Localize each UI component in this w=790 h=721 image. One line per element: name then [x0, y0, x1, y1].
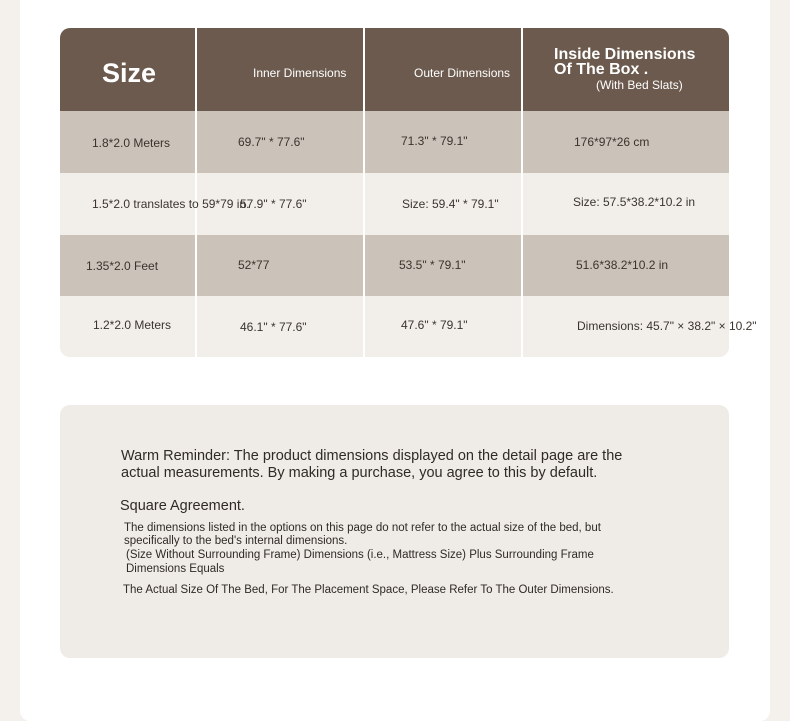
header-outer-dimensions: Outer Dimensions	[414, 66, 511, 80]
column-divider	[195, 28, 197, 357]
column-divider	[521, 28, 523, 357]
header-inner-dimensions: Inner Dimensions	[253, 66, 347, 80]
cell-outer: 47.6" * 79.1"	[401, 318, 468, 332]
size-table	[60, 28, 729, 357]
square-agreement-title: Square Agreement.	[120, 498, 245, 514]
cell-outer: Size: 59.4" * 79.1"	[402, 197, 499, 211]
cell-box: Dimensions: 45.7" × 38.2" × 10.2"	[577, 319, 757, 333]
header-box-line1: Inside Dimensions	[554, 46, 696, 63]
header-size: Size	[102, 58, 157, 88]
cell-inner: 52*77	[238, 258, 270, 272]
cell-size: 1.35*2.0 Feet	[86, 259, 159, 273]
warm-reminder-text: Warm Reminder: The product dimensions displayed on the detail page are the actual measurements. By making a purchase, you agree to this by default.	[121, 448, 623, 481]
column-divider	[363, 28, 365, 357]
cell-box: 176*97*26 cm	[574, 135, 650, 149]
cell-inner: 46.1" * 77.6"	[240, 320, 307, 334]
header-box-sub: (With Bed Slats)	[596, 78, 683, 92]
cell-outer: 71.3" * 79.1"	[401, 134, 468, 148]
cell-size: 1.8*2.0 Meters	[92, 136, 171, 150]
cell-box: Size: 57.5*38.2*10.2 in	[573, 195, 696, 209]
header-box-line2: Of The Box .	[554, 61, 649, 78]
size-notice	[60, 405, 729, 658]
notice-paragraph: (Size Without Surrounding Frame) Dimensions (i.e., Mattress Size) Plus Surrounding Frame Dimensions Equals	[126, 549, 594, 575]
cell-size: 1.2*2.0 Meters	[93, 318, 172, 332]
cell-size: 1.5*2.0 translates to 59*79 in.	[92, 197, 250, 211]
cell-box: 51.6*38.2*10.2 in	[576, 258, 669, 272]
notice-paragraph: The Actual Size Of The Bed, For The Placement Space, Please Refer To The Outer Dimensions.	[123, 584, 614, 596]
notice-paragraph: The dimensions listed in the options on this page do not refer to the actual size of the bed, but specifically to the bed's internal dimensions.	[124, 522, 601, 547]
cell-outer: 53.5" * 79.1"	[399, 258, 466, 272]
cell-inner: 69.7" * 77.6"	[238, 135, 305, 149]
cell-inner: 57.9" * 77.6"	[240, 197, 307, 211]
